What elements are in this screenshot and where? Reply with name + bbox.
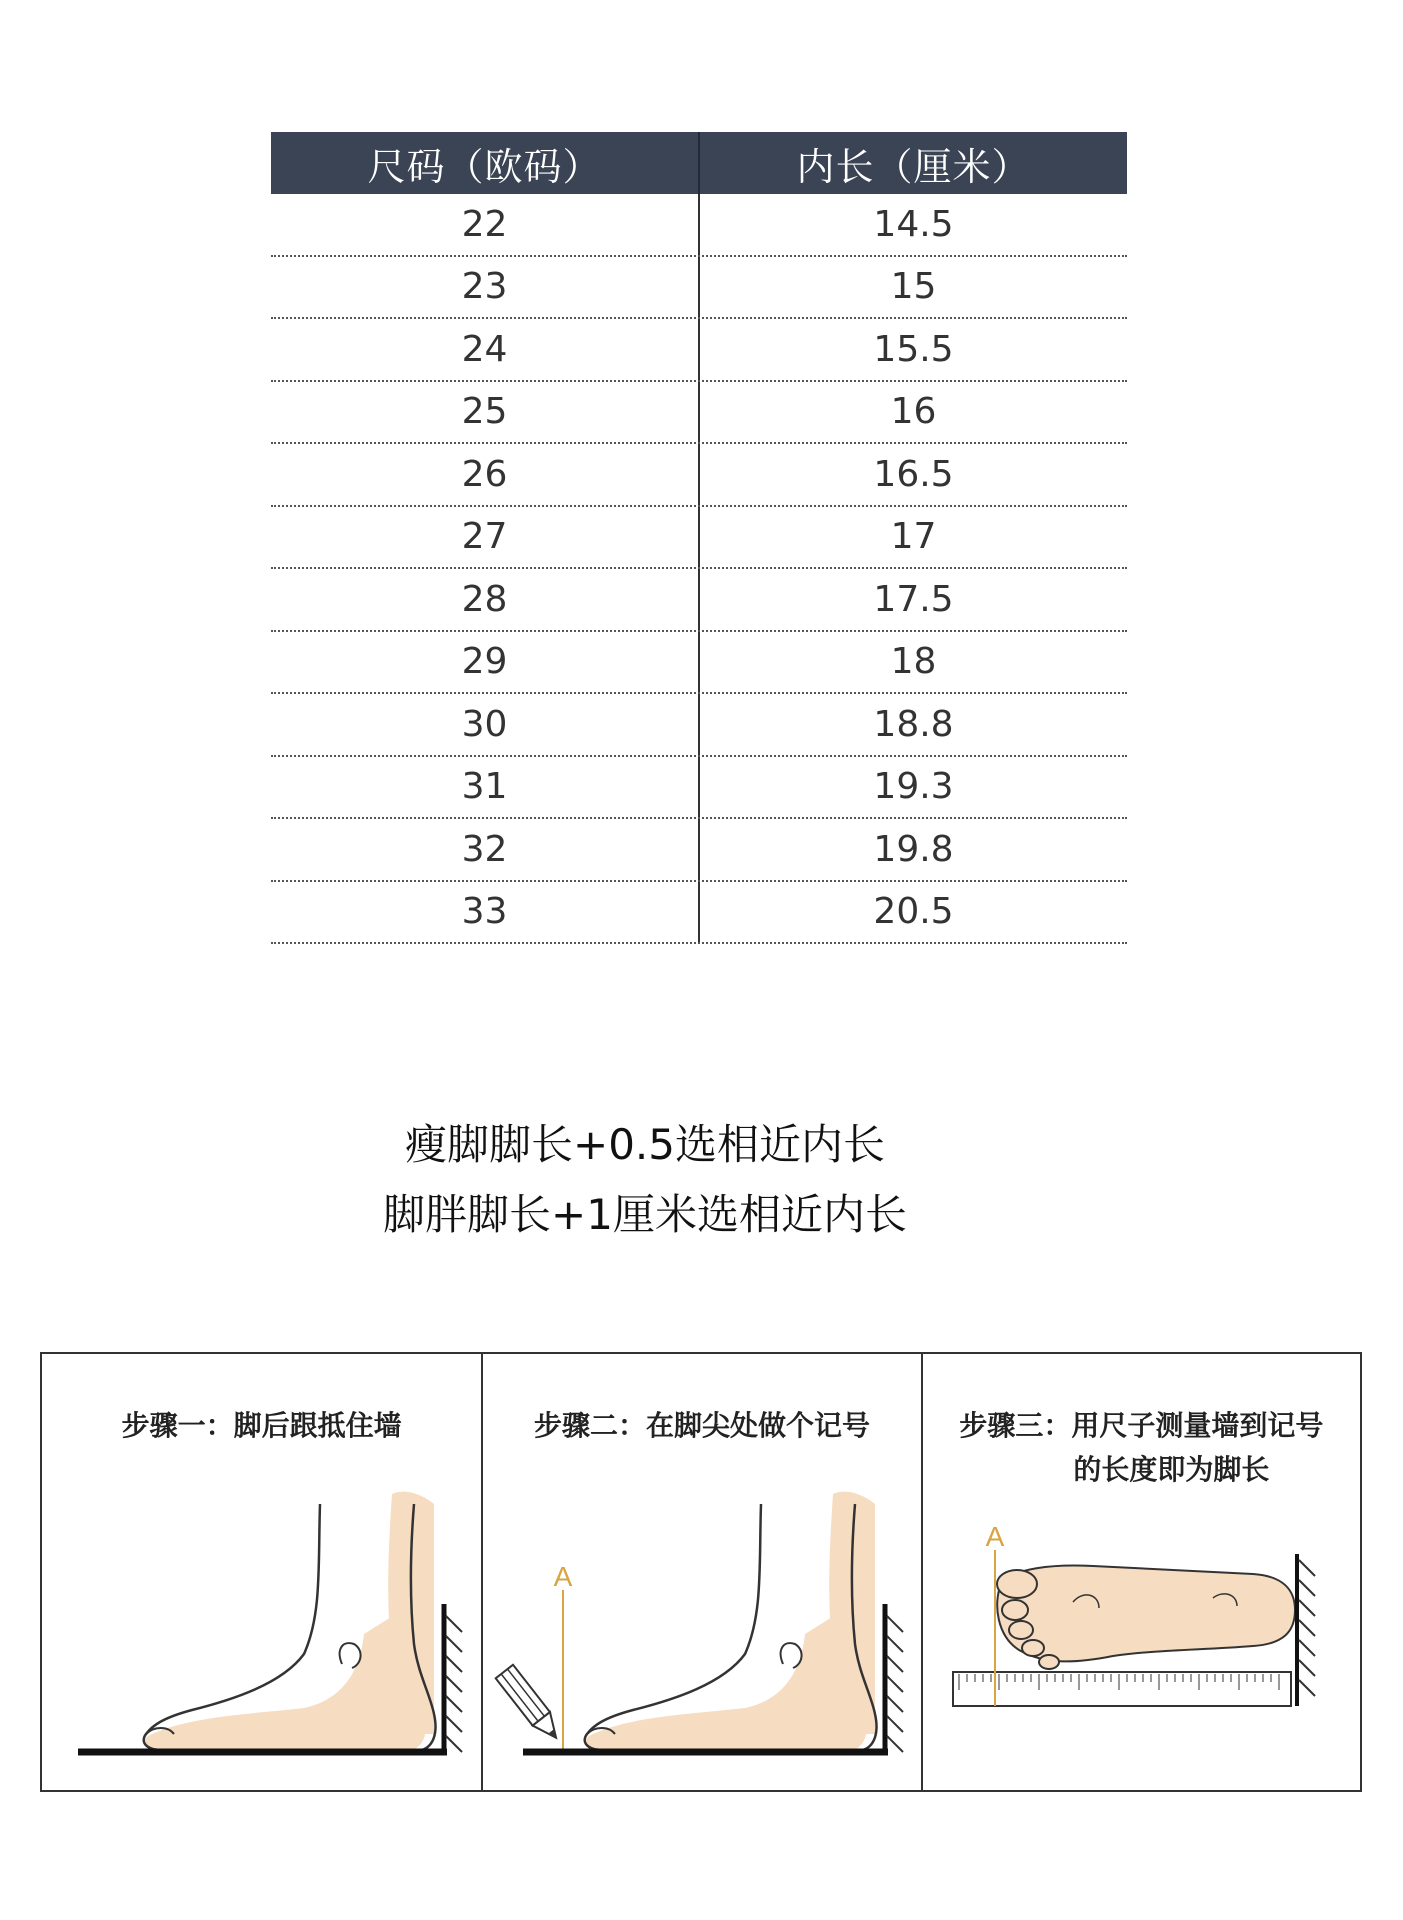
pencil-icon xyxy=(496,1665,565,1745)
step-3-caption-line-2: 的长度即为脚长 xyxy=(1073,1453,1270,1486)
table-row xyxy=(271,569,1127,632)
inner-length-cell: 16 xyxy=(698,382,1127,443)
size-table xyxy=(271,132,1127,944)
table-row xyxy=(271,507,1127,570)
size-cell: 24 xyxy=(461,328,508,370)
size-cell: 30 xyxy=(461,703,508,745)
header-inner-length: 内长（厘米） xyxy=(698,132,1127,194)
step-3-caption-line-1: 步骤三：用尺子测量墙到记号 xyxy=(959,1409,1324,1442)
table-row xyxy=(271,632,1127,695)
size-cell: 25 xyxy=(461,391,508,433)
size-cell: 27 xyxy=(461,516,508,558)
foot-against-wall-illustration xyxy=(42,1354,482,1794)
table-row xyxy=(271,319,1127,382)
tip-wide-foot: 脚胖脚长+1厘米选相近内长 xyxy=(383,1190,907,1239)
inner-length-cell: 19.3 xyxy=(698,757,1127,818)
size-cell: 26 xyxy=(461,453,508,495)
ruler-icon xyxy=(953,1672,1291,1706)
mark-a-label: A xyxy=(985,1521,1004,1552)
inner-length-cell: 20.5 xyxy=(698,882,1127,943)
table-row xyxy=(271,882,1127,945)
step-2 xyxy=(481,1354,920,1790)
inner-length-cell: 18.8 xyxy=(698,694,1127,755)
header-size: 尺码（欧码） xyxy=(367,144,602,189)
inner-length-cell: 15 xyxy=(698,257,1127,318)
size-cell: 28 xyxy=(461,578,508,620)
step-2-caption: 步骤二：在脚尖处做个记号 xyxy=(533,1409,870,1442)
size-cell: 31 xyxy=(461,766,508,808)
mark-a-label: A xyxy=(553,1561,573,1592)
fit-tips xyxy=(0,1110,1290,1250)
step-1-caption: 步骤一：脚后跟抵住墙 xyxy=(121,1409,402,1442)
table-row xyxy=(271,444,1127,507)
inner-length-cell: 15.5 xyxy=(698,319,1127,380)
mark-toe-illustration xyxy=(483,1354,923,1794)
table-row xyxy=(271,382,1127,445)
table-row xyxy=(271,694,1127,757)
inner-length-cell: 16.5 xyxy=(698,444,1127,505)
tip-thin-foot: 瘦脚脚长+0.5选相近内长 xyxy=(405,1120,885,1169)
step-1 xyxy=(42,1354,481,1790)
step-3 xyxy=(921,1354,1360,1790)
measure-steps-panel xyxy=(40,1352,1362,1792)
ruler-measure-illustration xyxy=(923,1354,1363,1794)
inner-length-cell: 18 xyxy=(698,632,1127,693)
inner-length-cell: 19.8 xyxy=(698,819,1127,880)
size-cell: 32 xyxy=(461,828,508,870)
inner-length-cell: 17 xyxy=(698,507,1127,568)
table-body xyxy=(271,194,1127,944)
size-cell: 22 xyxy=(461,203,508,245)
table-row xyxy=(271,757,1127,820)
table-row xyxy=(271,257,1127,320)
size-cell: 23 xyxy=(461,266,508,308)
table-row xyxy=(271,194,1127,257)
inner-length-cell: 14.5 xyxy=(698,194,1127,255)
table-header xyxy=(271,132,1127,194)
inner-length-cell: 17.5 xyxy=(698,569,1127,630)
size-cell: 29 xyxy=(461,641,508,683)
table-row xyxy=(271,819,1127,882)
size-cell: 33 xyxy=(461,891,508,933)
